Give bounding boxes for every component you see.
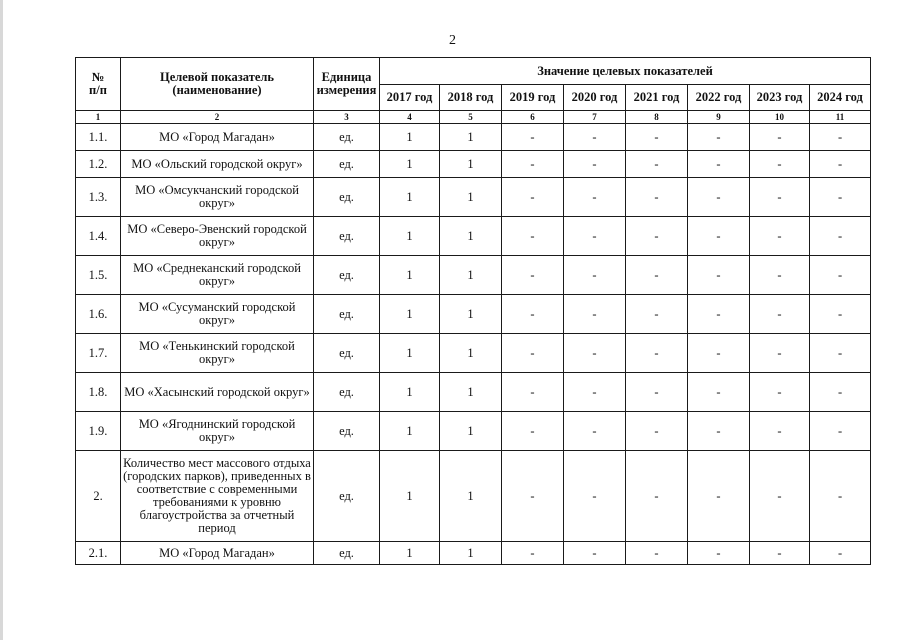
row-value: - <box>626 256 688 295</box>
row-value: - <box>626 542 688 565</box>
row-value: - <box>502 334 564 373</box>
row-value: 1 <box>440 256 502 295</box>
row-value: - <box>688 334 750 373</box>
column-number: 9 <box>688 111 750 124</box>
row-unit: ед. <box>314 412 380 451</box>
row-value: - <box>688 178 750 217</box>
row-value: - <box>502 373 564 412</box>
row-value: - <box>750 373 810 412</box>
table-body <box>76 124 871 565</box>
row-value: - <box>810 124 871 151</box>
row-value: 1 <box>380 542 440 565</box>
row-number: 1.6. <box>76 295 121 334</box>
table-row <box>76 412 871 451</box>
row-value: 1 <box>380 295 440 334</box>
column-number: 10 <box>750 111 810 124</box>
row-value: - <box>502 412 564 451</box>
row-value: 1 <box>380 217 440 256</box>
row-value: - <box>688 151 750 178</box>
header-year-2: 2019 год <box>502 85 564 111</box>
column-numbers-row <box>76 111 871 124</box>
row-value: 1 <box>440 542 502 565</box>
row-value: - <box>810 373 871 412</box>
row-value: 1 <box>440 295 502 334</box>
row-number: 1.4. <box>76 217 121 256</box>
row-unit: ед. <box>314 334 380 373</box>
row-value: 1 <box>440 373 502 412</box>
row-value: 1 <box>380 151 440 178</box>
header-year-6: 2023 год <box>750 85 810 111</box>
row-value: - <box>564 151 626 178</box>
column-number: 11 <box>810 111 871 124</box>
row-indicator-name: МО «Ягоднинский городской округ» <box>121 412 314 451</box>
row-value: - <box>564 542 626 565</box>
header-indicator: Целевой показатель (наименование) <box>121 58 314 111</box>
header-year-1: 2018 год <box>440 85 502 111</box>
row-value: 1 <box>440 124 502 151</box>
row-value: 1 <box>380 451 440 542</box>
row-value: - <box>502 295 564 334</box>
row-value: - <box>564 412 626 451</box>
table-row <box>76 124 871 151</box>
row-value: - <box>564 373 626 412</box>
row-indicator-name: МО «Тенькинский городской округ» <box>121 334 314 373</box>
row-value: - <box>750 124 810 151</box>
table-row <box>76 542 871 565</box>
row-value: - <box>750 178 810 217</box>
row-value: - <box>810 542 871 565</box>
header-year-3: 2020 год <box>564 85 626 111</box>
row-value: - <box>688 542 750 565</box>
row-value: 1 <box>440 451 502 542</box>
table-row <box>76 151 871 178</box>
row-unit: ед. <box>314 217 380 256</box>
row-number: 2.1. <box>76 542 121 565</box>
row-value: - <box>810 295 871 334</box>
row-value: - <box>502 256 564 295</box>
row-indicator-name: МО «Хасынский городской округ» <box>121 373 314 412</box>
row-value: 1 <box>440 151 502 178</box>
row-value: - <box>564 178 626 217</box>
row-value: - <box>688 256 750 295</box>
table-row <box>76 451 871 542</box>
table-row <box>76 295 871 334</box>
table-row <box>76 373 871 412</box>
row-number: 1.3. <box>76 178 121 217</box>
header-values-group: Значение целевых показателей <box>380 58 871 85</box>
row-number: 2. <box>76 451 121 542</box>
row-value: - <box>810 334 871 373</box>
scan-edge <box>0 0 3 640</box>
row-number: 1.9. <box>76 412 121 451</box>
row-value: 1 <box>380 334 440 373</box>
row-value: 1 <box>380 412 440 451</box>
row-unit: ед. <box>314 256 380 295</box>
row-unit: ед. <box>314 542 380 565</box>
row-value: - <box>810 178 871 217</box>
row-value: 1 <box>440 412 502 451</box>
row-indicator-name: МО «Северо-Эвенский городской округ» <box>121 217 314 256</box>
row-value: - <box>564 334 626 373</box>
row-value: 1 <box>380 256 440 295</box>
row-value: - <box>502 217 564 256</box>
row-value: - <box>626 334 688 373</box>
column-number: 3 <box>314 111 380 124</box>
column-number: 1 <box>76 111 121 124</box>
row-value: 1 <box>440 217 502 256</box>
target-indicators-table <box>75 57 871 565</box>
row-indicator-name: МО «Город Магадан» <box>121 124 314 151</box>
row-number: 1.8. <box>76 373 121 412</box>
row-value: - <box>502 151 564 178</box>
row-value: - <box>626 217 688 256</box>
row-value: - <box>750 295 810 334</box>
header-year-4: 2021 год <box>626 85 688 111</box>
row-value: - <box>502 451 564 542</box>
row-value: - <box>564 124 626 151</box>
column-number: 6 <box>502 111 564 124</box>
row-unit: ед. <box>314 178 380 217</box>
table-row <box>76 256 871 295</box>
row-value: - <box>810 412 871 451</box>
row-indicator-name: МО «Сусуманский городской округ» <box>121 295 314 334</box>
header-num: № п/п <box>76 58 121 111</box>
row-value: - <box>750 451 810 542</box>
column-number: 7 <box>564 111 626 124</box>
table-row <box>76 334 871 373</box>
row-number: 1.5. <box>76 256 121 295</box>
column-number: 5 <box>440 111 502 124</box>
table-row <box>76 217 871 256</box>
row-number: 1.2. <box>76 151 121 178</box>
row-indicator-name: МО «Омсукчанский городской округ» <box>121 178 314 217</box>
row-indicator-name: МО «Ольский городской округ» <box>121 151 314 178</box>
row-value: - <box>750 151 810 178</box>
row-value: - <box>502 124 564 151</box>
row-value: - <box>750 542 810 565</box>
column-number: 2 <box>121 111 314 124</box>
row-value: 1 <box>440 178 502 217</box>
row-value: - <box>750 412 810 451</box>
row-unit: ед. <box>314 451 380 542</box>
row-value: - <box>810 256 871 295</box>
row-unit: ед. <box>314 124 380 151</box>
row-value: - <box>688 412 750 451</box>
row-value: - <box>750 256 810 295</box>
header-year-0: 2017 год <box>380 85 440 111</box>
column-number: 8 <box>626 111 688 124</box>
row-value: - <box>626 412 688 451</box>
row-value: - <box>626 451 688 542</box>
row-value: - <box>688 451 750 542</box>
row-value: - <box>626 151 688 178</box>
row-value: - <box>688 373 750 412</box>
row-indicator-name: МО «Среднеканский городской округ» <box>121 256 314 295</box>
row-value: - <box>626 373 688 412</box>
row-value: 1 <box>440 334 502 373</box>
header-year-7: 2024 год <box>810 85 871 111</box>
header-unit: Единица измерения <box>314 58 380 111</box>
row-value: - <box>626 295 688 334</box>
row-value: - <box>810 451 871 542</box>
row-value: - <box>688 217 750 256</box>
row-indicator-name: МО «Город Магадан» <box>121 542 314 565</box>
row-value: 1 <box>380 178 440 217</box>
row-value: - <box>750 334 810 373</box>
row-number: 1.1. <box>76 124 121 151</box>
table-row <box>76 178 871 217</box>
row-value: - <box>688 124 750 151</box>
column-number: 4 <box>380 111 440 124</box>
row-value: - <box>502 178 564 217</box>
row-value: - <box>502 542 564 565</box>
row-indicator-name: Количество мест массового отдыха (городских парков), приведенных в соответствие с современными требованиями к уровню благоустройства за отчетный период <box>121 451 314 542</box>
row-value: - <box>810 217 871 256</box>
row-value: - <box>626 124 688 151</box>
row-value: - <box>564 217 626 256</box>
row-value: - <box>750 217 810 256</box>
header-row-1 <box>76 58 871 85</box>
row-value: 1 <box>380 373 440 412</box>
row-value: - <box>564 451 626 542</box>
row-unit: ед. <box>314 151 380 178</box>
row-value: - <box>626 178 688 217</box>
row-value: 1 <box>380 124 440 151</box>
row-value: - <box>810 151 871 178</box>
page-number: 2 <box>449 33 456 48</box>
row-unit: ед. <box>314 295 380 334</box>
row-unit: ед. <box>314 373 380 412</box>
row-value: - <box>688 295 750 334</box>
header-year-5: 2022 год <box>688 85 750 111</box>
row-number: 1.7. <box>76 334 121 373</box>
row-value: - <box>564 256 626 295</box>
row-value: - <box>564 295 626 334</box>
